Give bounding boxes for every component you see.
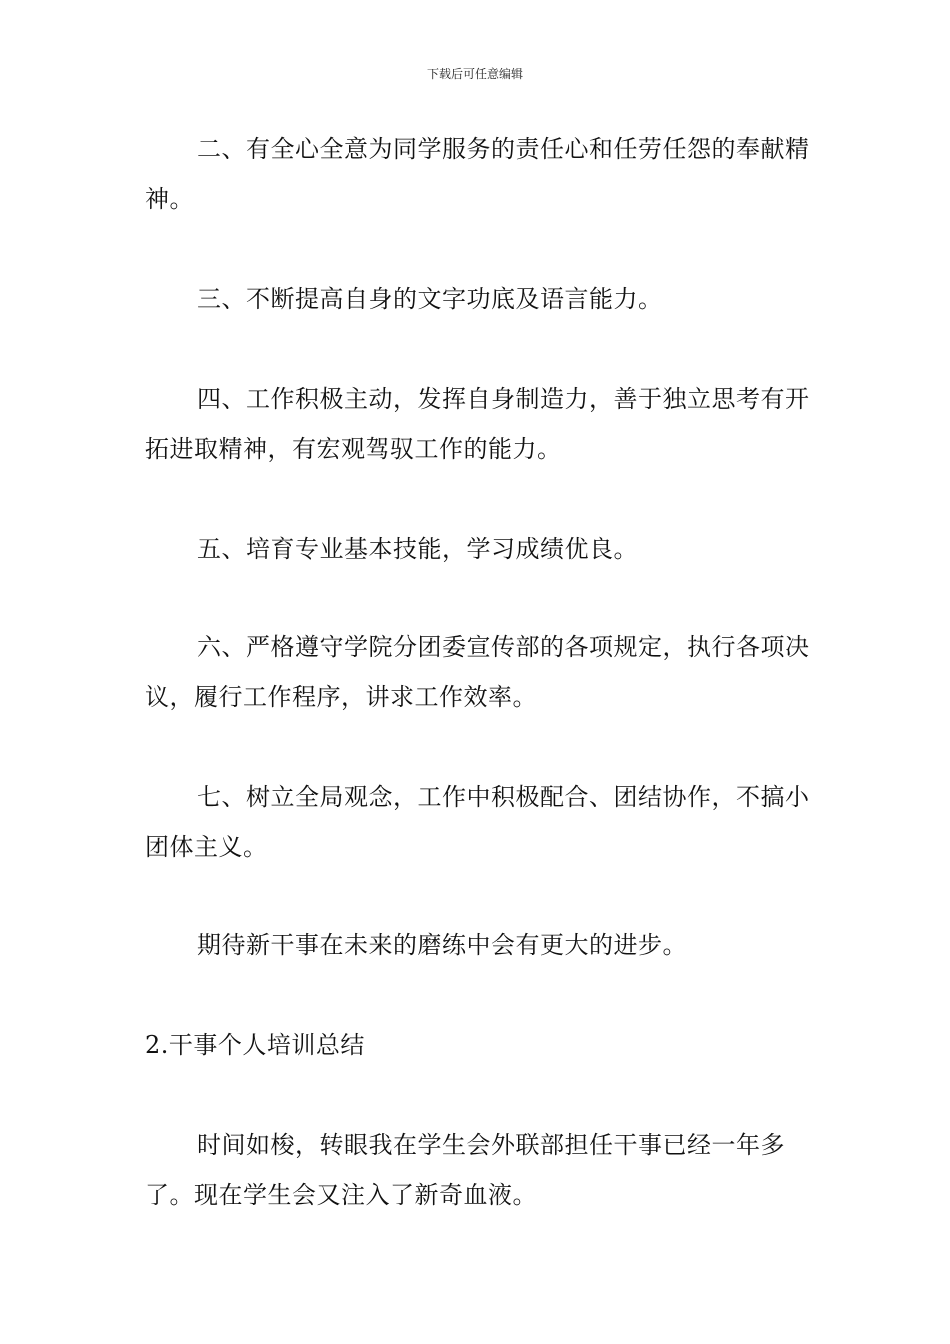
paragraph-item-6: 六、严格遵守学院分团委宣传部的各项规定，执行各项决议，履行工作程序，讲求工作效率。 (145, 633, 810, 711)
paragraph-item-3: 三、不断提高自身的文字功底及语言能力。 (197, 285, 663, 313)
paragraph-item-2: 二、有全心全意为同学服务的责任心和任劳任怨的奉献精神。 (145, 135, 810, 213)
page-header: 下载后可任意编辑 (426, 67, 523, 81)
paragraph-item-5: 五、培育专业基本技能，学习成绩优良。 (197, 535, 638, 563)
paragraph-item-4: 四、工作积极主动，发挥自身制造力，善于独立思考有开拓进取精神，有宏观驾驭工作的能力。 (145, 385, 810, 463)
body-paragraph: 时间如梭，转眼我在学生会外联部担任干事已经一年多了。现在学生会又注入了新奇血液。 (145, 1131, 785, 1209)
paragraph-item-7: 七、树立全局观念，工作中积极配合、团结协作，不搞小团体主义。 (145, 783, 810, 861)
closing-paragraph: 期待新干事在未来的磨练中会有更大的进步。 (197, 931, 687, 959)
section-heading: 2.干事个人培训总结 (145, 1031, 365, 1059)
